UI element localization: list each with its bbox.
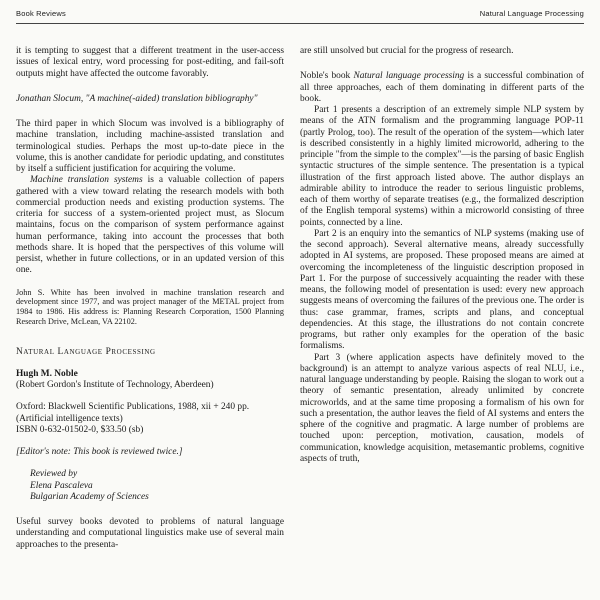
paragraph-part3: Part 3 (where application aspects have definitely moved to the background) is an attempt to analyze various aspects of real NLU, i.e., natural language understanding by people. Raising the slogan to work out a theory of semantic presentation, already unlimited by concrete microworlds, and at the same time proposing a formalism of his own for such a presentation, the author leaves the field of AI systems and enters the sphere of the cognitive and pragmatic. A large number of problems are touched upon: perception, motivation, causation, models of communication, knowledge acquisition, metasemantic problems, cognitive aspects of truth,	[300, 352, 584, 464]
paragraph-overview-pre: Noble's book	[300, 71, 354, 82]
book-title: Machine translation systems	[30, 175, 143, 186]
isbn-price: ISBN 0-632-01502-0, $33.50 (sb)	[16, 424, 144, 435]
reviewed-by-label: Reviewed by	[30, 469, 78, 480]
paragraph-summary	[16, 175, 284, 276]
paragraph-overview-post: is a successful combination of all three approaches, each of them dominating in different parts of the book.	[300, 71, 584, 104]
book-author: Hugh M. Noble	[16, 368, 78, 379]
left-column	[16, 46, 284, 551]
running-head-right: Natural Language Processing	[479, 9, 584, 18]
author-affiliation: (Robert Gordon's Institute of Technology, Aberdeen)	[16, 380, 214, 391]
book-title-noble: Natural language processing	[353, 71, 465, 82]
reviewer-name: Elena Pascaleva	[30, 480, 93, 491]
chapter-title: Jonathan Slocum, "A machine(-aided) translation bibliography"	[16, 93, 258, 104]
paragraph-summary-text: is a valuable collection of papers gathered with a view toward relating the research models with both commercial production needs and existing production systems. The criteria for success of a system-oriented project must, as Slocum maintains, focus on the comparison of system performance against human performance, taking into account the processes that both methods share. It is hoped that the perspectives of this volume will persist, whether in future collections, or in an updated version of this one.	[16, 175, 284, 276]
reviewer-bio: John S. White has been involved in machine translation research and development since 1977, and was project manager of the METAL project from 1984 to 1986. His address is: Planning Research Corporation, 1500 Planning Research Drive, McLean, VA 22102.	[16, 287, 284, 326]
paragraph-bibliography: The third paper in which Slocum was involved is a bibliography of machine translation, including machine-assisted translation and terminological studies. Perhaps the most up-to-date piece in the volume, this is another candidate for periodic updating, and constitutes by itself a sufficient justification for acquiring the volume.	[16, 119, 284, 174]
review-opening-paragraph: Useful survey books devoted to problems of natural language understanding and computational linguistics make use of several main approaches to the presenta-	[16, 517, 284, 550]
running-head-left: Book Reviews	[16, 9, 66, 18]
review-section-title: Natural Language Processing	[16, 346, 156, 357]
paragraph-continuation-right: are still unsolved but crucial for the progress of research.	[300, 46, 514, 56]
paragraph-overview	[300, 71, 584, 105]
right-column	[300, 46, 584, 465]
paragraph-part2: Part 2 is an enquiry into the semantics of NLP systems (making use of the second approach). Several alternative means, already successfully adopted in AI systems, are proposed. These proposed means are aimed at overcoming the incompleteness of the linguistic description proposed in Part 1. For the purpose of successively acquainting the reader with these means, the following model of presentation is used: every new approach suggests means of overcoming the failures of the previous one. The order is thus: case grammar, frames, scripts and plans, and conceptual dependencies. At this stage, the illustrations do not contain concrete programs, but rather only examples for the operation of the basic formalisms.	[300, 228, 584, 352]
series-info: (Artificial intelligence texts)	[16, 413, 123, 424]
reviewer-affiliation: Bulgarian Academy of Sciences	[30, 491, 149, 502]
paragraph-part1: Part 1 presents a description of an extremely simple NLP system by means of the ATN formalism and the programming language POP-11 (partly Prolog, too). The result of the operation of the system—which later is described consistently in a highly limited microworld, adhering to the principle "from the simple to the complex"—is the parsing of basic English syntactic structures of the simple sentence. The presentation is a typical illustration of the first approach listed above. The author displays an admirable ability to introduce the reader to serious linguistic problems, each of them worthy of separate treatises (e.g., the formalized description of the English temporal systems) within a microworld consisting of three points, connected by a line.	[300, 105, 584, 228]
editor-note: [Editor's note: This book is reviewed twice.]	[16, 447, 183, 458]
header-rule	[16, 23, 584, 24]
publication-info: Oxford: Blackwell Scientific Publications, 1988, xii + 240 pp.	[16, 402, 250, 413]
paragraph-continuation: it is tempting to suggest that a different treatment in the user-access issues of lexical entry, word processing for post-editing, and fail-soft outputs might have affected the outcome favorably.	[16, 46, 284, 79]
